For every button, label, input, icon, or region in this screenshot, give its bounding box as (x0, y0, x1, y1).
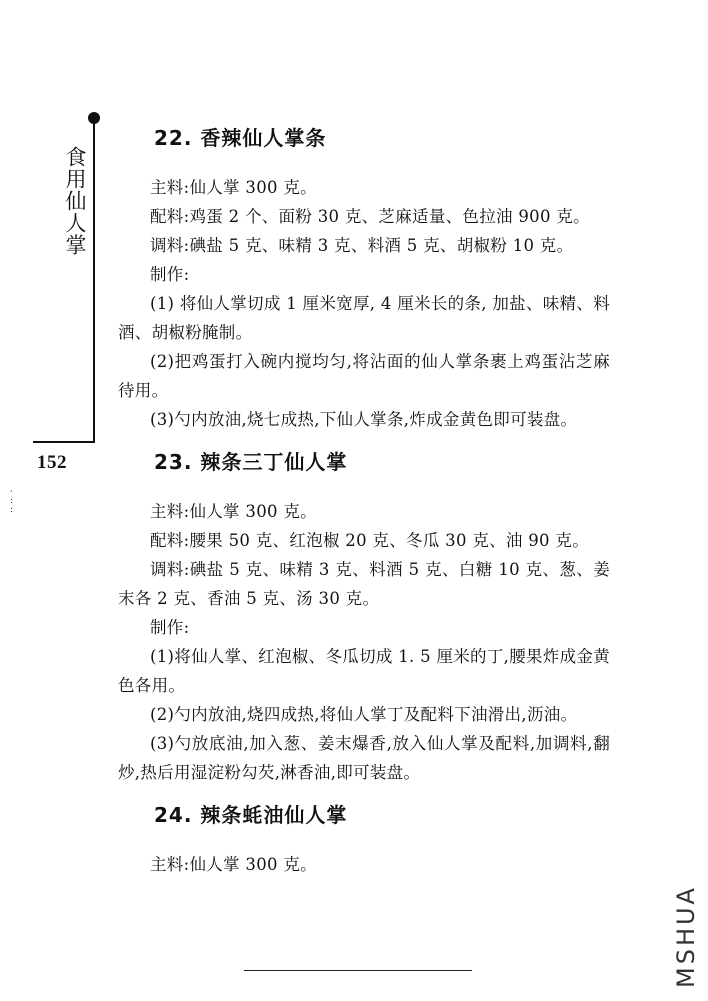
recipe-title: 24. 辣条蚝油仙人掌 (154, 803, 348, 827)
seasoning: 调料:碘盐 5 克、味精 3 克、料酒 5 克、胡椒粉 10 克。 (150, 236, 574, 255)
header-rule-horizontal (33, 441, 95, 443)
recipe-section (118, 799, 610, 879)
recipe-section (118, 122, 610, 434)
page-number: 152 (37, 452, 67, 473)
running-header: 食用仙人掌 (63, 146, 87, 256)
method-heading: 制作: (150, 265, 190, 284)
page-bottom-rule (244, 970, 472, 971)
recipe-section (118, 446, 610, 787)
recipe-title: 22. 香辣仙人掌条 (154, 126, 327, 150)
method-step: (1) 将仙人掌切成 1 厘米宽厚, 4 厘米长的条, 加盐、味精、料酒、胡椒粉腌制。 (118, 294, 610, 342)
recipe-title: 23. 辣条三丁仙人掌 (154, 450, 348, 474)
header-rule-vertical (93, 120, 95, 442)
ingredient-side: 配料:鸡蛋 2 个、面粉 30 克、芝麻适量、色拉油 900 克。 (150, 207, 590, 226)
method-step: (2)把鸡蛋打入碗内搅均匀,将沾面的仙人掌条裹上鸡蛋沾芝麻待用。 (118, 352, 610, 400)
method-step: (1)将仙人掌、红泡椒、冬瓜切成 1. 5 厘米的丁,腰果炸成金黄色各用。 (118, 647, 610, 695)
method-step: (3)勺内放油,烧七成热,下仙人掌条,炸成金黄色即可装盘。 (150, 410, 578, 429)
page-content (118, 122, 610, 879)
seasoning: 调料:碘盐 5 克、味精 3 克、料酒 5 克、白糖 10 克、葱、姜末各 2 克、香油 5 克、汤 30 克。 (118, 560, 610, 608)
ingredient-main: 主料:仙人掌 300 克。 (150, 502, 317, 521)
ingredient-main: 主料:仙人掌 300 克。 (150, 855, 317, 874)
margin-marks: · : : (10, 487, 14, 515)
watermark: MSHUA (672, 885, 700, 988)
ingredient-side: 配料:腰果 50 克、红泡椒 20 克、冬瓜 30 克、油 90 克。 (150, 531, 590, 550)
method-step: (2)勺内放油,烧四成热,将仙人掌丁及配料下油滑出,沥油。 (150, 705, 578, 724)
method-step: (3)勺放底油,加入葱、姜末爆香,放入仙人掌及配料,加调料,翻炒,热后用湿淀粉勾芡,淋香油,即可装盘。 (118, 734, 610, 782)
ingredient-main: 主料:仙人掌 300 克。 (150, 178, 317, 197)
method-heading: 制作: (150, 618, 190, 637)
